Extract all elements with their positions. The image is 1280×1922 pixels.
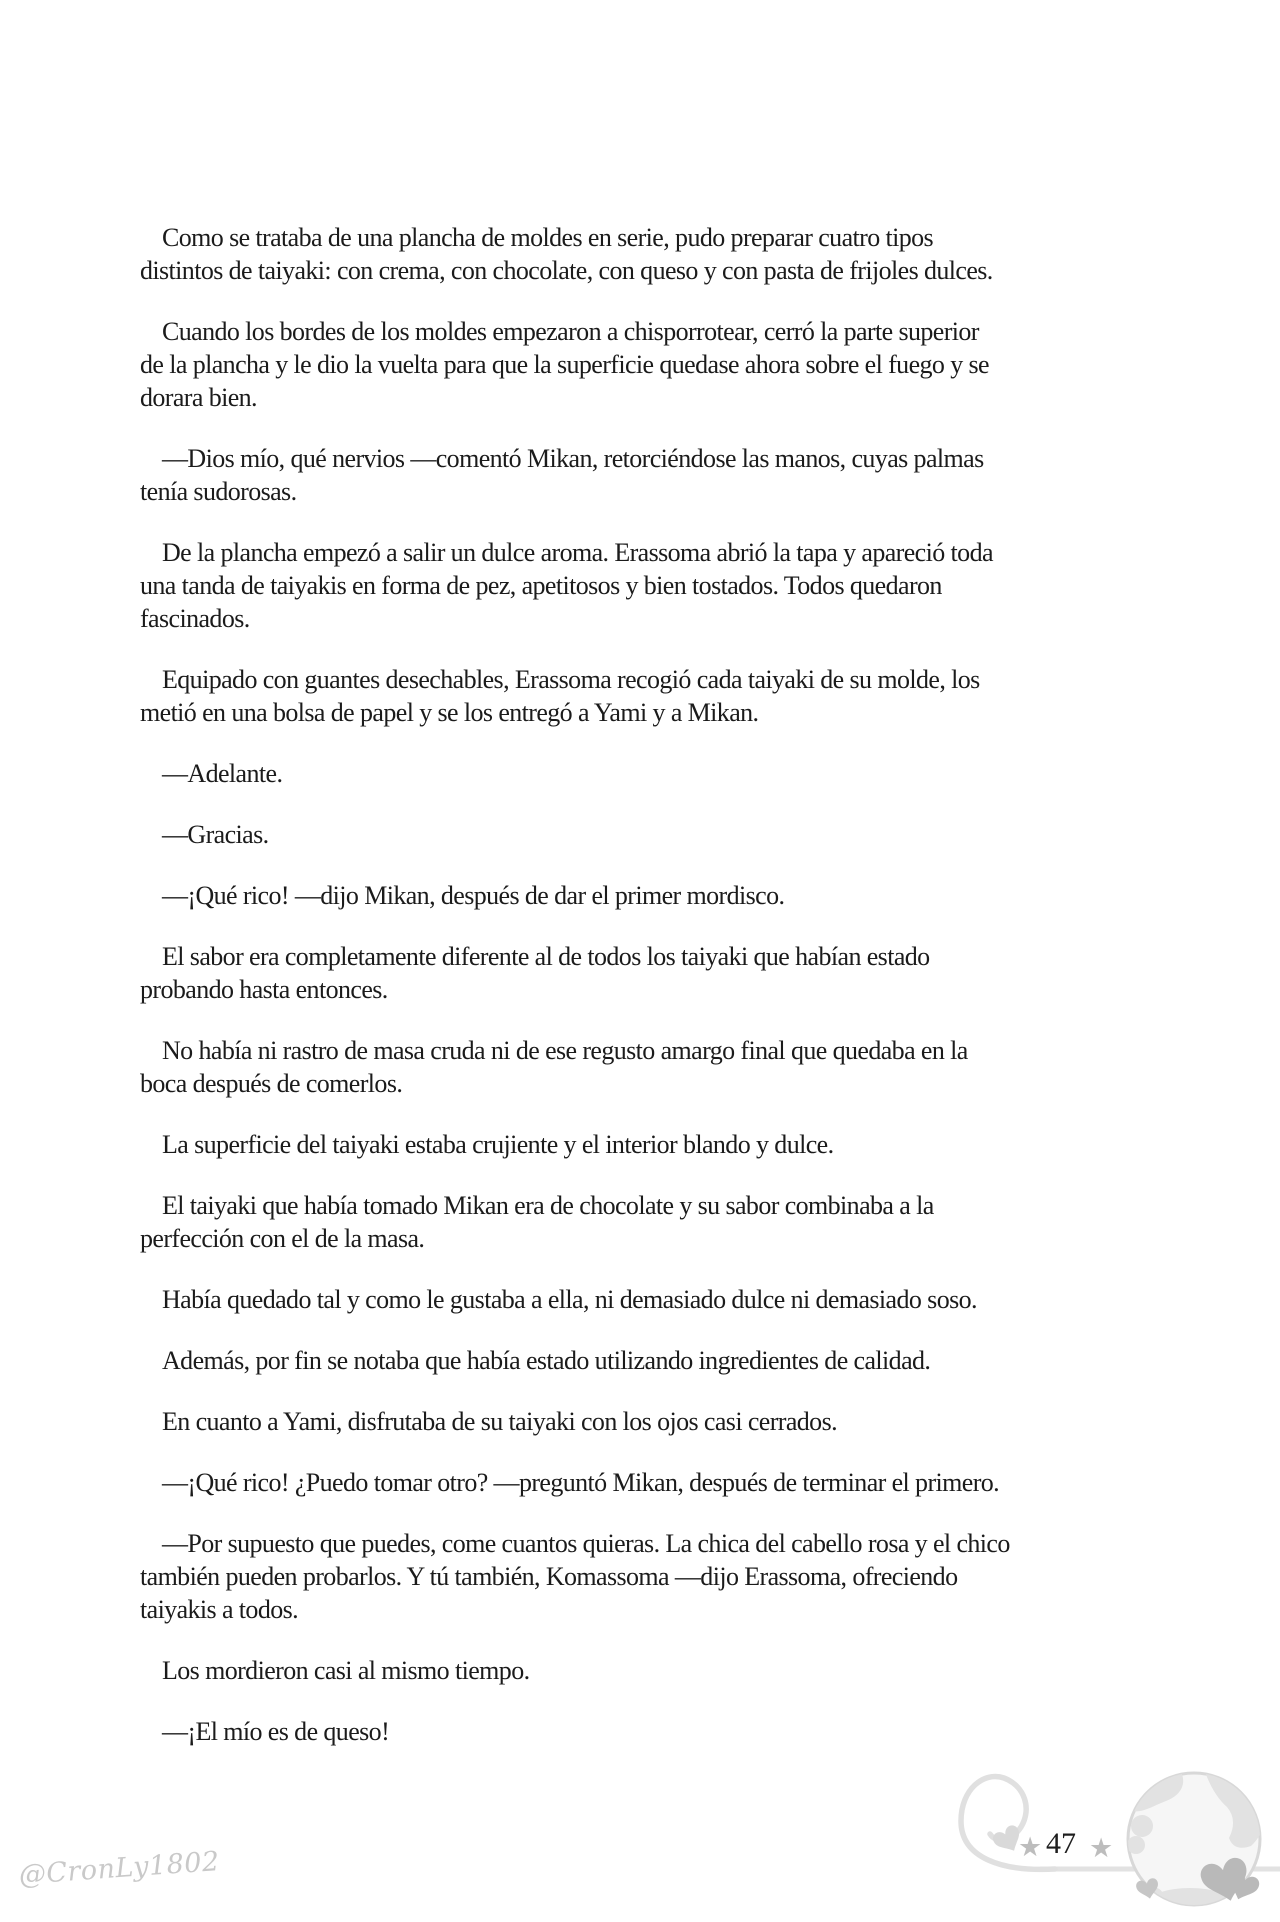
page-number: 47 [1046,1827,1076,1860]
text-line: En cuanto a Yami, disfrutaba de su taiyaki con los ojos casi cerrados. [162,1407,837,1436]
paragraph [140,1128,1150,1161]
paragraph [140,757,1150,790]
text-line: Cuando los bordes de los moldes empezaron a chisporrotear, cerró la parte superior [162,317,979,346]
paragraph [140,442,1150,508]
text-line: Además, por fin se notaba que había estado utilizando ingredientes de calidad. [162,1346,931,1375]
star-icon: ★ [1089,1833,1114,1864]
text-line: No había ni rastro de masa cruda ni de ese regusto amargo final que quedaba en la [162,1036,968,1065]
text-line: La superficie del taiyaki estaba crujiente y el interior blando y dulce. [162,1130,834,1159]
paragraph [140,315,1150,414]
text-line: —¡Qué rico! —dijo Mikan, después de dar el primer mordisco. [162,881,785,910]
text-line: de la plancha y le dio la vuelta para que la superficie quedase ahora sobre el fuego y se [140,350,989,379]
text-line: perfección con el de la masa. [140,1224,425,1253]
paragraph [140,1654,1150,1687]
star-icon: ★ [1018,1832,1043,1863]
text-line: Equipado con guantes desechables, Erassoma recogió cada taiyaki de su molde, los [162,665,980,694]
text-line: Había quedado tal y como le gustaba a ella, ni demasiado dulce ni demasiado soso. [162,1285,977,1314]
text-line: también pueden probarlos. Y tú también, Komassoma —dijo Erassoma, ofreciendo [140,1562,958,1591]
paragraph [140,1466,1150,1499]
text-line: distintos de taiyaki: con crema, con chocolate, con queso y con pasta de frijoles dulces. [140,256,993,285]
text-line: taiyakis a todos. [140,1595,299,1624]
paragraph [140,940,1150,1006]
paragraph [140,1344,1150,1377]
paragraph [140,221,1150,287]
text-line: —¡El mío es de queso! [162,1717,390,1746]
text-line: tenía sudorosas. [140,477,297,506]
text-line: una tanda de taiyakis en forma de pez, apetitosos y bien tostados. Todos quedaron [140,571,942,600]
moon-icon [1124,1765,1266,1918]
paragraph [140,1283,1150,1316]
text-line: —Por supuesto que puedes, come cuantos quieras. La chica del cabello rosa y el chico [162,1529,1010,1558]
text-line: metió en una bolsa de papel y se los entregó a Yami y a Mikan. [140,698,759,727]
paragraph [140,1034,1150,1100]
text-line: Los mordieron casi al mismo tiempo. [162,1656,530,1685]
paragraph [140,1189,1150,1255]
paragraph [140,536,1150,635]
text-line: Como se trataba de una plancha de moldes en serie, pudo preparar cuatro tipos [162,223,934,252]
paragraph [140,1405,1150,1438]
text-line: boca después de comerlos. [140,1069,403,1098]
text-line: —Gracias. [162,820,269,849]
text-line: fascinados. [140,604,250,633]
text-line: —Dios mío, qué nervios —comentó Mikan, retorciéndose las manos, cuyas palmas [162,444,984,473]
paragraph [140,663,1150,729]
text-line: De la plancha empezó a salir un dulce aroma. Erassoma abrió la tapa y apareció toda [162,538,993,567]
watermark: @CronLy1802 [17,1846,221,1891]
text-line: El taiyaki que había tomado Mikan era de chocolate y su sabor combinaba a la [162,1191,934,1220]
paragraph [140,1715,1150,1748]
paragraph [140,1527,1150,1626]
body-text [140,221,1150,1776]
text-line: probando hasta entonces. [140,975,388,1004]
text-line: El sabor era completamente diferente al de todos los taiyaki que habían estado [162,942,930,971]
text-line: dorara bien. [140,383,257,412]
paragraph [140,879,1150,912]
text-line: —¡Qué rico! ¿Puedo tomar otro? —preguntó Mikan, después de terminar el primero. [162,1468,1000,1497]
paragraph [140,818,1150,851]
text-line: —Adelante. [162,759,283,788]
